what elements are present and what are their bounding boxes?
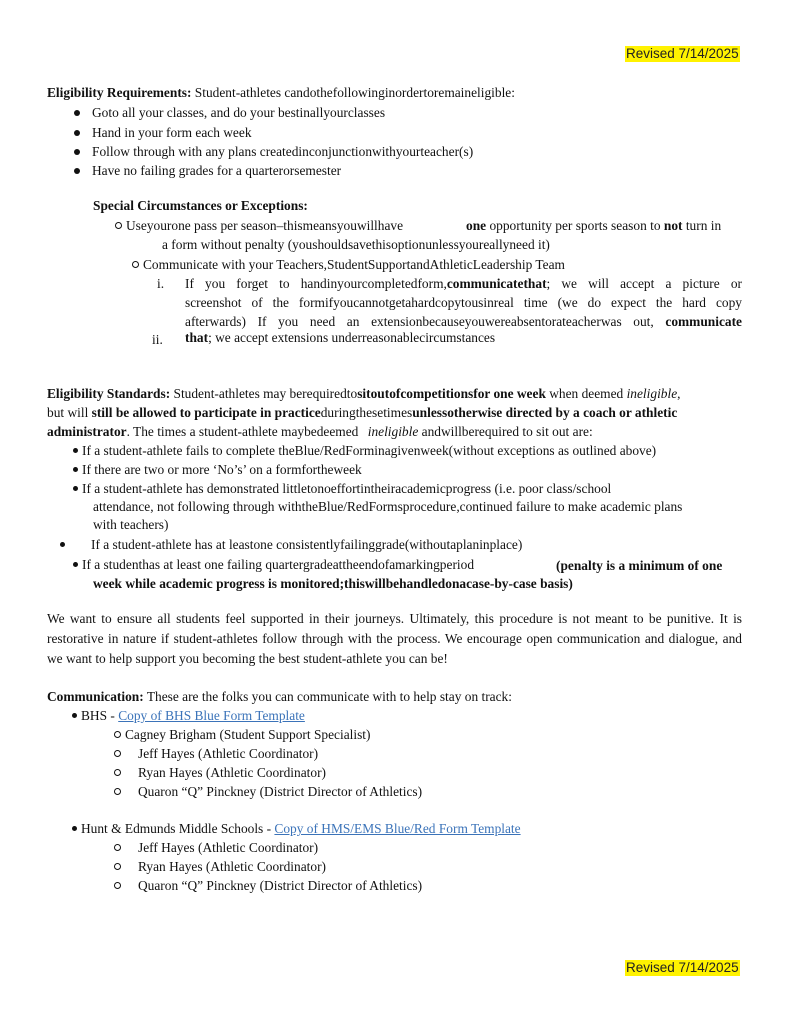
bullet-icon [73,486,78,491]
text: These are the folks you can communicate with to help stay on track: [143,689,512,704]
text: opportunity per sports season to [486,218,664,233]
text: when deemed [545,386,627,401]
text: duringthesetimes [320,405,413,420]
standard-item [73,480,611,498]
eligibility-requirements-heading: Eligibility Requirements: [47,85,192,100]
requirement-item [74,143,473,161]
bhs-item [72,707,305,725]
bullet-icon [74,110,80,116]
eligibility-standards-heading: Eligibility Standards: [47,386,171,401]
text: ; we will accept a picture or [546,276,743,291]
text-bold: administrator [47,424,127,439]
intro-text: Student-athletes candothefollowinginordertoremaineligible: [191,85,515,100]
text: Useyourone pass per season–thismeansyouwillhave [126,218,404,233]
requirement-item [74,124,252,142]
contact-name: Cagney Brigham (Student Support Specialist) [125,727,371,742]
circle-bullet-icon [114,750,121,757]
bullet-icon [72,826,77,831]
text-italic: ineligible [626,386,678,401]
standards-line3 [47,423,593,441]
standard-item [60,536,522,554]
contact-name: Ryan Hayes (Athletic Coordinator) [138,859,326,874]
text: If there are two or more ‘No’s’ on a formfortheweek [82,462,362,477]
text: afterwards) If you need an extensionbecauseyouwereabsentorateacherwas out, [185,314,666,329]
contact-name: Quaron “Q” Pinckney (District Director of Athletics) [138,784,423,799]
contact-item [114,745,318,763]
standard-item [73,556,474,574]
circle-bullet-icon [114,844,121,851]
text: but will [47,405,92,420]
contact-name: Jeff Hayes (Athletic Coordinator) [138,746,319,761]
text: ; we accept extensions underreasonablecircumstances [208,330,496,345]
circle-bullet-icon [115,222,122,229]
standards-line2 [47,404,677,422]
text: If a studenthas at least one failing quartergradeattheendofamarkingperiod [82,557,475,572]
text-bold: one [466,218,487,233]
text: , [677,386,681,401]
closing-paragraph: We want to ensure all students feel supported in their journeys. Ultimately, this procedure is not meant to be punitive. It is restorative in nature if student-athletes follow through with the process. We encourage open communication and dialogue, and we want to help support you becoming the best student-athlete you can be! [47,611,742,666]
school-name: Hunt & Edmunds Middle Schools - [81,821,275,836]
school-name: BHS - [81,708,119,723]
penalty-note-cont: week while academic progress is monitored;thiswillbehandledonacase-by-case basis) [93,576,573,591]
text-bold: still be allowed to participate in practice [91,405,321,420]
contact-item [114,783,422,801]
bullet-icon [60,542,65,547]
penalty-note: (penalty is a minimum of one [556,558,723,573]
requirement-text: Hand in your form each week [92,125,252,140]
special-circumstances-heading: Special Circumstances or Exceptions: [93,198,308,213]
contact-name: Jeff Hayes (Athletic Coordinator) [138,840,319,855]
contact-item [114,839,318,857]
one-pass-item-line2: a form without penalty (youshouldsavethisoptionunlessyoureallyneed it) [162,237,550,252]
text: If a student-athlete has at leastone consistentlyfailinggrade(withoutaplaninplace) [91,537,523,552]
text-bold: unlessotherwise directed by a coach or athletic [412,405,678,420]
bullet-icon [74,168,80,174]
bullet-icon [74,149,80,155]
requirement-text: Have no failing grades for a quarterorsemester [92,163,342,178]
text: Student-athletes may berequiredto [170,386,358,401]
contact-name: Ryan Hayes (Athletic Coordinator) [138,765,326,780]
standard-item-cont: attendance, not following through withtheBlue/RedFormsprocedure,continued failure to make academic plans [93,499,683,514]
standards-line1 [47,385,681,403]
eligibility-requirements-intro [47,84,515,102]
text: turn in [682,218,722,233]
roman-numeral-ii: ii. [152,332,163,347]
circle-bullet-icon [114,788,121,795]
requirement-text: Follow through with any plans createdinconjunctionwithyourteacher(s) [92,144,474,159]
hms-ems-form-template-link[interactable]: Copy of HMS/EMS Blue/Red Form Template [274,821,521,836]
circle-bullet-icon [114,863,121,870]
circle-bullet-icon [114,882,121,889]
text-italic: ineligible [367,424,419,439]
text: andwillberequired to sit out are: [418,424,593,439]
contact-item [114,858,326,876]
bullet-icon [73,448,78,453]
contact-item [114,877,422,895]
contact-item [114,764,326,782]
communicate-item [132,256,565,274]
text-bold: communicate [665,314,742,329]
requirement-item [74,104,385,122]
middle-schools-item [72,820,521,838]
standard-item [73,442,656,460]
communication-intro [47,688,512,706]
text-bold: communicatethat [446,276,547,291]
bullet-icon [73,467,78,472]
text: If you forget to handinyourcompletedform, [185,276,447,291]
sub-item-ii [185,329,495,347]
one-pass-item [115,217,403,235]
sub-item-i-line2: screenshot of the formifyoucannotgetahardcopytousinreal time (we do expect the hard copy [185,295,742,310]
text: Communicate with your Teachers,StudentSupportandAthleticLeadership Team [143,257,565,272]
requirement-item [74,162,341,180]
text: If a student-athlete fails to complete theBlue/RedForminagivenweek(without exceptions as outlined above) [82,443,657,458]
text: . The times a student-athlete maybedeemed [126,424,362,439]
contact-item [114,726,370,744]
circle-bullet-icon [114,731,121,738]
communication-heading: Communication: [47,689,144,704]
bullet-icon [73,562,78,567]
one-pass-item-cont [466,217,721,235]
requirement-text: Goto all your classes, and do your bestinallyourclasses [92,105,386,120]
sub-item-i-line1 [185,275,742,293]
bullet-icon [72,713,77,718]
text-bold: that [185,330,209,345]
contact-name: Quaron “Q” Pinckney (District Director of Athletics) [138,878,423,893]
text-bold: not [663,218,683,233]
bullet-icon [74,130,80,136]
revised-date-header: Revised 7/14/2025 [626,46,739,61]
text: If a student-athlete has demonstrated littletonoeffortintheiracademicprogress (i.e. poor class/school [82,481,612,496]
circle-bullet-icon [132,261,139,268]
roman-numeral-i: i. [157,276,165,291]
bhs-form-template-link[interactable]: Copy of BHS Blue Form Template [118,708,305,723]
circle-bullet-icon [114,769,121,776]
revised-date-footer: Revised 7/14/2025 [626,960,739,975]
standard-item-cont: with teachers) [93,517,169,532]
standard-item [73,461,362,479]
text-bold: sitoutofcompetitionsfor one week [357,386,546,401]
